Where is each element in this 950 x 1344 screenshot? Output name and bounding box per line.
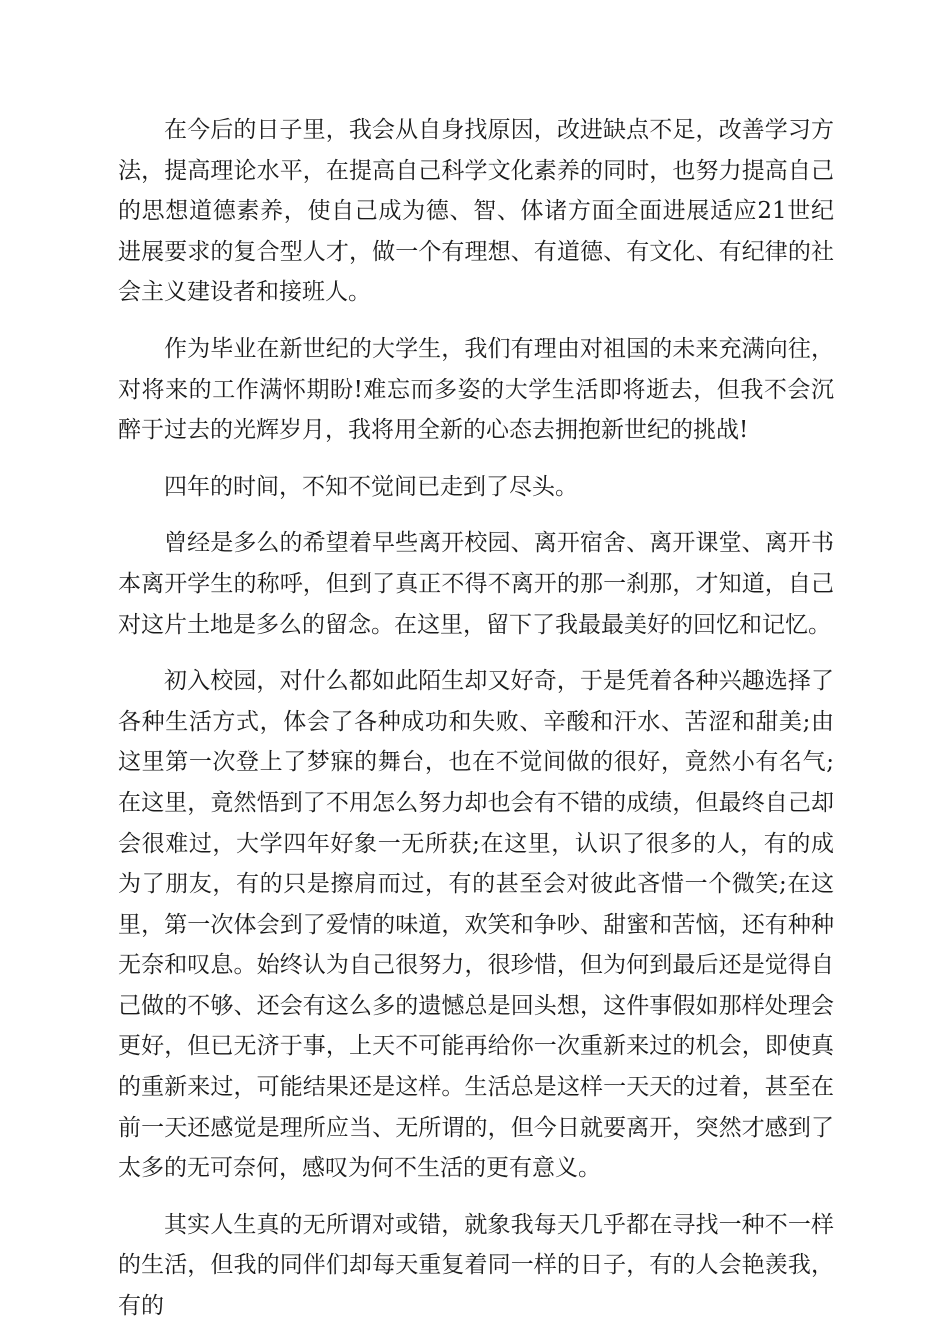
paragraph-1: 在今后的日子里，我会从自身找原因，改进缺点不足，改善学习方法，提高理论水平，在提高自己科学文化素养的同时，也努力提高自己的思想道德素养，使自己成为德、智、体诸方面全面进展适应21世纪进展要求的复合型人才，做一个有理想、有道德、有文化、有纪律的社会主义建设者和接班人。 <box>118 117 834 306</box>
paragraph-5: 初入校园，对什么都如此陌生却又好奇，于是凭着各种兴趣选择了各种生活方式，体会了各种成功和失败、辛酸和汗水、苦涩和甜美;由这里第一次登上了梦寐的舞台，也在不觉间做的很好，竟然小有名气;在这里，竟然悟到了不用怎么努力却也会有不错的成绩，但最终自己却会很难过，大学四年好象一无所获;在这里，认识了很多的人，有的成为了朋友，有的只是擦肩而过，有的甚至会对彼此吝惜一个微笑;在这里，第一次体会到了爱情的味道，欢笑和争吵、甜蜜和苦恼，还有种种无奈和叹息。始终认为自己很努力，很珍惜，但为何到最后还是觉得自己做的不够、还会有这么多的遗憾总是回头想，这件事假如那样处理会更好，但已无济于事，上天不可能再给你一次重新来过的机会，即使真的重新来过，可能结果还是这样。生活总是这样一天天的过着，甚至在前一天还感觉是理所应当、无所谓的，但今日就要离开，突然才感到了太多的无可奈何，感叹为何不生活的更有意义。 <box>118 668 834 1182</box>
paragraph-6: 其实人生真的无所谓对或错，就象我每天几乎都在寻找一种不一样的生活，但我的同伴们却每天重复着同一样的日子，有的人会艳羡我，有的 <box>118 1211 834 1320</box>
document-body <box>118 110 834 1343</box>
paragraph-2: 作为毕业在新世纪的大学生，我们有理由对祖国的未来充满向往，对将来的工作满怀期盼!难忘而多姿的大学生活即将逝去，但我不会沉醉于过去的光辉岁月，我将用全新的心态去拥抱新世纪的挑战! <box>118 335 834 444</box>
paragraph-4: 曾经是多么的希望着早些离开校园、离开宿舍、离开课堂、离开书本离开学生的称呼，但到了真正不得不离开的那一刹那，才知道，自己对这片土地是多么的留念。在这里，留下了我最最美好的回忆和记忆。 <box>118 530 834 638</box>
paragraph-3: 四年的时间，不知不觉间已走到了尽头。 <box>164 473 578 500</box>
